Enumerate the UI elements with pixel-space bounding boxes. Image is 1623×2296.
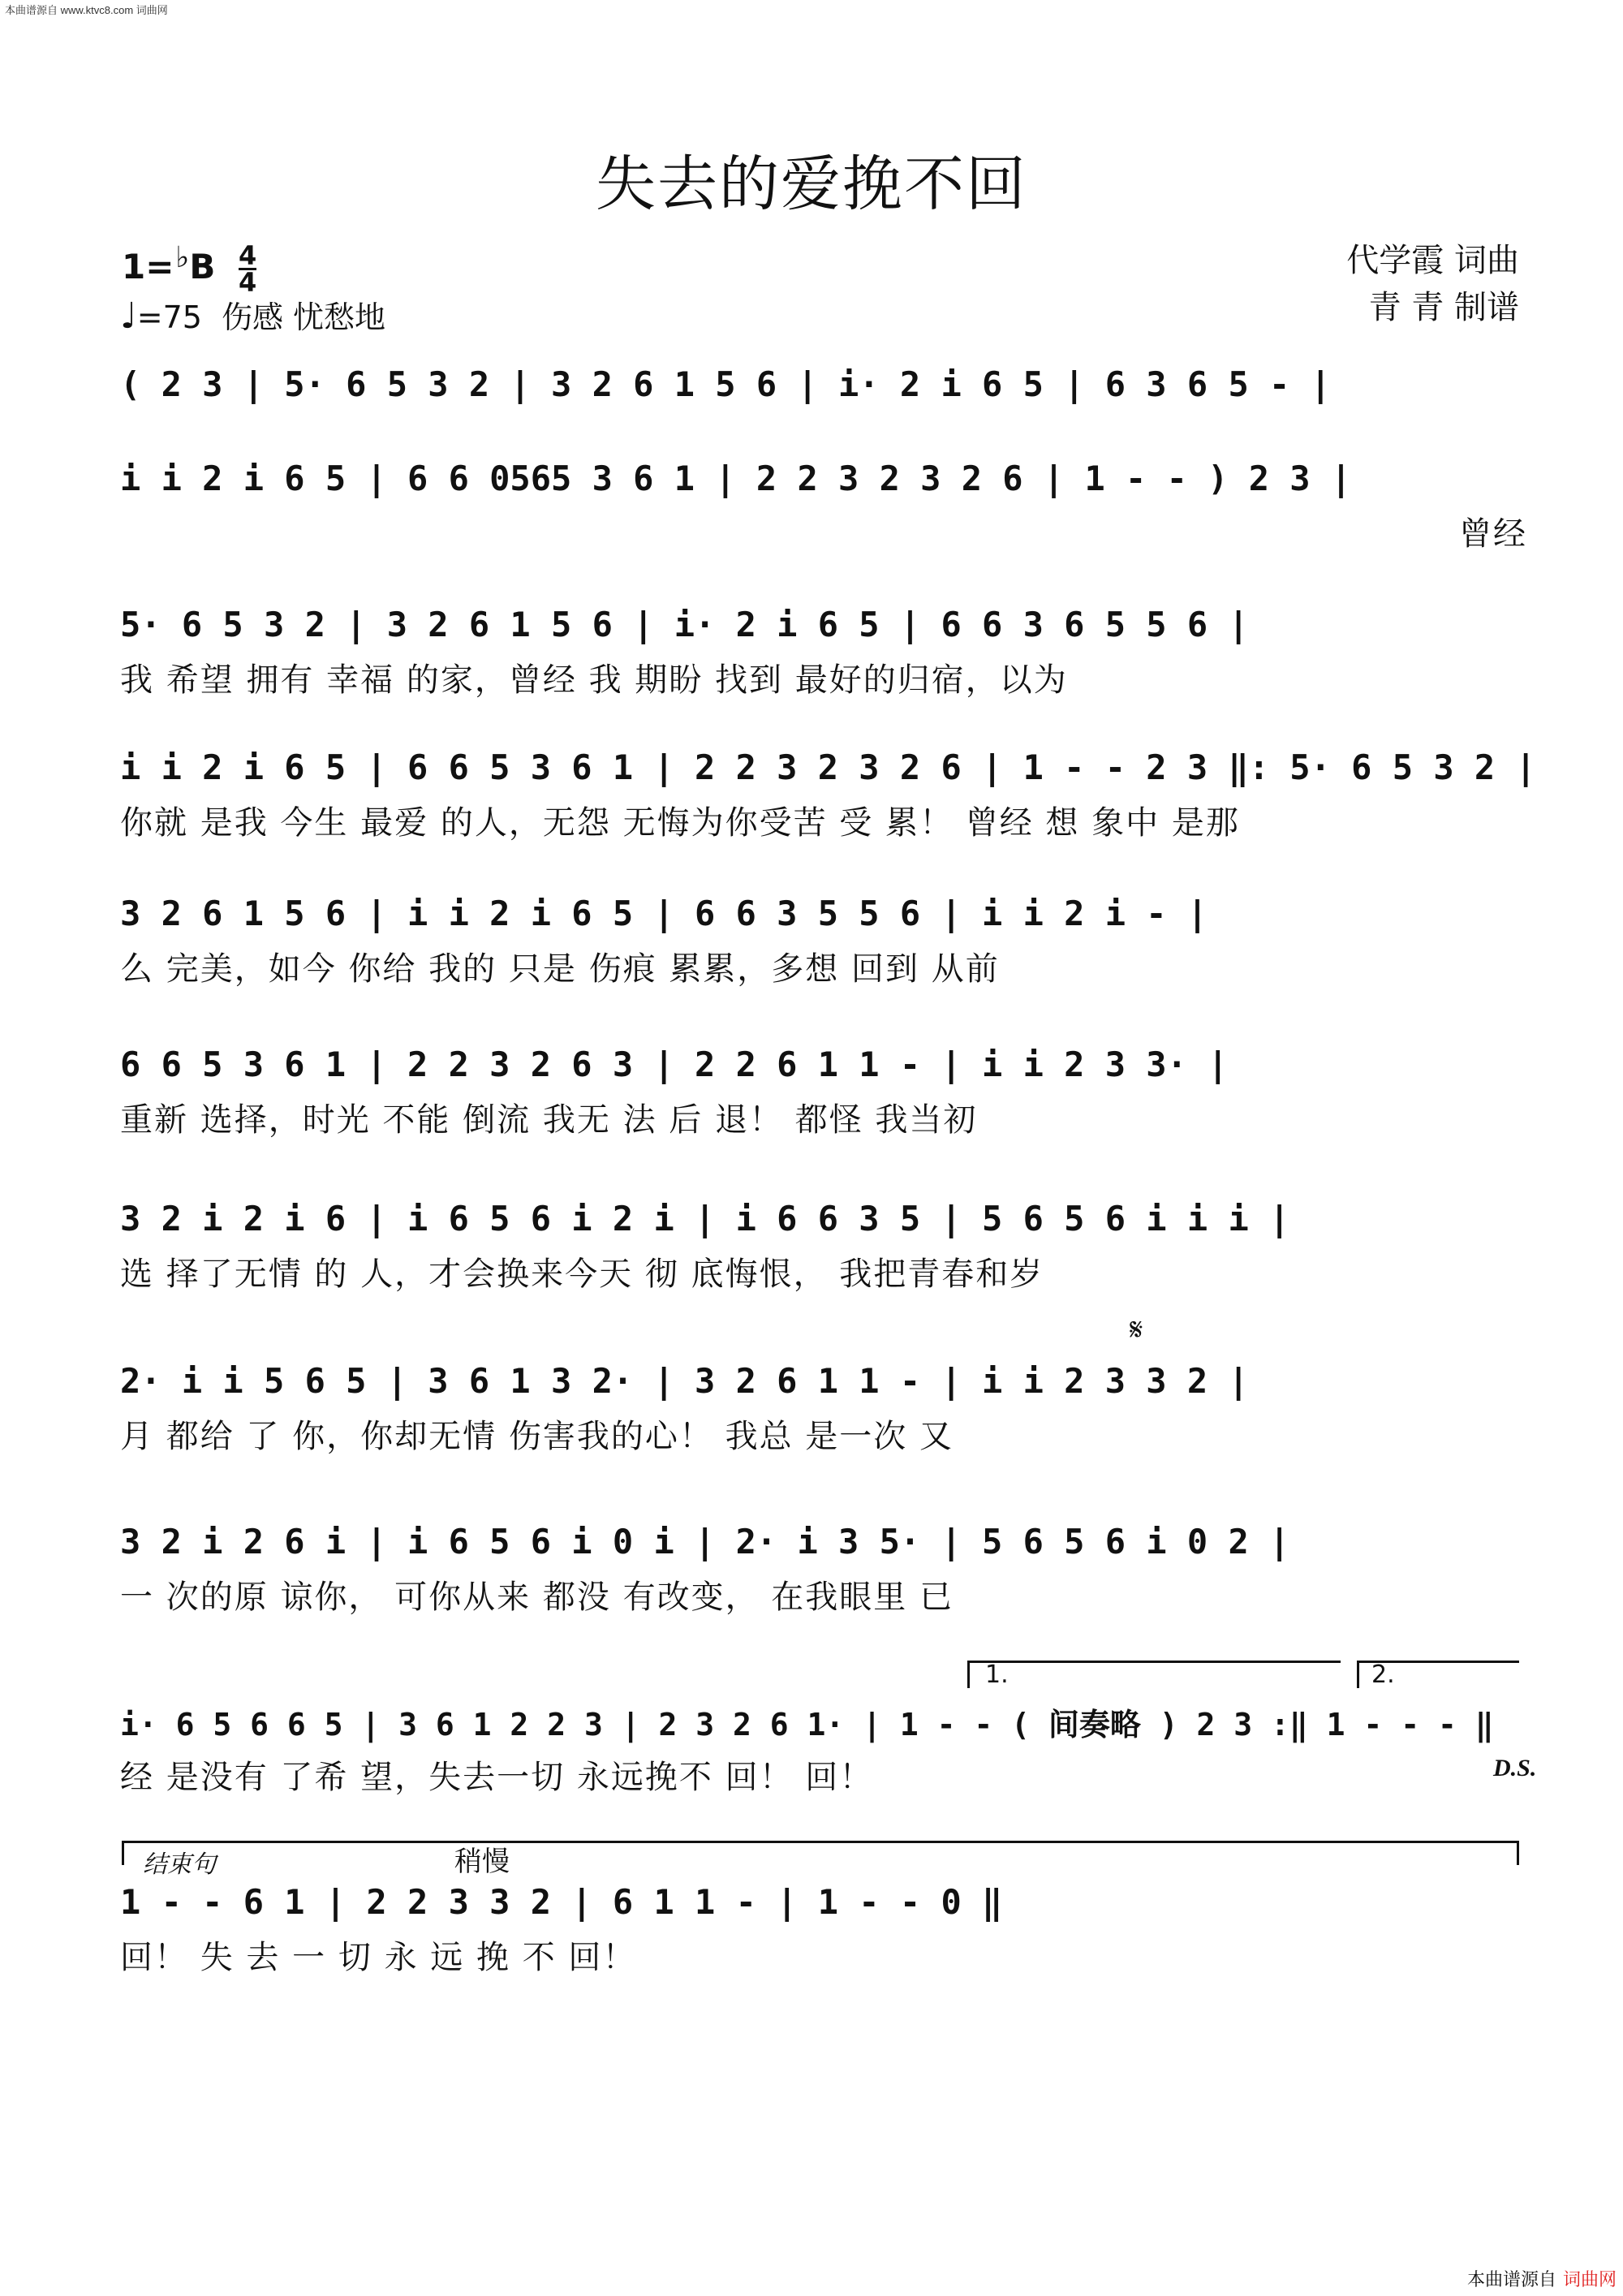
ds-marking: D.S.	[1493, 1755, 1537, 1781]
lyrics-line: 我 希望 拥有 幸福 的家，曾经 我 期盼 找到 最好的归宿，以为	[120, 661, 1068, 699]
key-signature	[122, 240, 257, 298]
segno-sign: 𝄋	[1130, 1312, 1143, 1347]
bottom-watermark	[1467, 2266, 1617, 2291]
key-tonic: 1=	[122, 247, 174, 286]
time-signature	[239, 240, 257, 298]
lyrics-line: 月 都给 了 你，你却无情 伤害我的心！ 我总 是一次 又	[120, 1417, 954, 1455]
notation-line: i i 2 i 6 5 | 6 6 0565 3 6 1 | 2 2 3 2 3 2 6 | 1 - - ) 2 3 |	[120, 458, 1352, 498]
volta-1-bracket-left	[967, 1661, 970, 1688]
tempo-slower-label: 稍慢	[454, 1846, 510, 1878]
notation-line: i i 2 i 6 5 | 6 6 5 3 6 1 | 2 2 3 2 3 2 6 | 1 - - 2 3 ‖: 5· 6 5 3 2 |	[120, 747, 1536, 787]
ending-bracket-left	[122, 1841, 124, 1865]
notation-line: 2· i i 5 6 5 | 3 6 1 3 2· | 3 2 6 1 1 - | i i 2 3 3 2 |	[120, 1360, 1249, 1401]
time-bottom: 4	[239, 267, 257, 298]
volta-2-label: 2.	[1371, 1661, 1395, 1689]
credits	[1346, 237, 1519, 331]
notation-line: 5· 6 5 3 2 | 3 2 6 1 5 6 | i· 2 i 6 5 | 6 6 3 6 5 5 6 |	[120, 604, 1249, 644]
watermark-site: 词曲网	[1562, 2270, 1617, 2290]
volta-1-bracket	[967, 1661, 1341, 1663]
lyrics-line: 么 完美，如今 你给 我的 只是 伤痕 累累，多想 回到 从前	[120, 950, 1000, 988]
key-note: B	[189, 247, 216, 286]
tempo-marking	[120, 292, 385, 337]
watermark-source: 本曲谱源自	[1466, 2270, 1556, 2290]
volta-1-label: 1.	[985, 1661, 1009, 1689]
notation-line: 3 2 6 1 5 6 | i i 2 i 6 5 | 6 6 3 5 5 6 | i i 2 i - |	[120, 893, 1208, 933]
lyrics-line: 选 择了无情 的 人，才会换来今天 彻 底悔恨， 我把青春和岁	[120, 1255, 1044, 1293]
lyrics-line: 曾经	[1459, 515, 1527, 553]
tempo-expression: 伤感 忧愁地	[221, 299, 386, 335]
lyrics-line: 回！ 失 去 一 切 永 远 挽 不 回！	[120, 1938, 637, 1976]
song-title: 失去的爱挽不回	[596, 149, 1027, 219]
notation-line: 6 6 5 3 6 1 | 2 2 3 2 6 3 | 2 2 6 1 1 - | i i 2 3 3· |	[120, 1044, 1229, 1084]
ending-bracket-right	[1517, 1841, 1519, 1865]
lyrics-line: 一 次的原 谅你， 可你从来 都没 有改变， 在我眼里 已	[120, 1578, 954, 1616]
ending-label: 结束句	[143, 1850, 216, 1879]
notation-line: i· 6 5 6 6 5 | 3 6 1 2 2 3 | 2 3 2 6 1· | 1 - - ( 间奏略 ) 2 3 :‖ 1 - - - ‖	[120, 1706, 1494, 1742]
notation-line: 3 2 i 2 i 6 | i 6 5 6 i 2 i | i 6 6 3 5 | 5 6 5 6 i i i |	[120, 1198, 1290, 1238]
flat-sign: ♭	[175, 241, 190, 274]
lyrics-line: 你就 是我 今生 最爱 的人，无怨 无悔为你受苦 受 累！ 曾经 想 象中 是那	[120, 803, 1240, 842]
tempo-value: =75	[136, 299, 202, 335]
time-top: 4	[239, 240, 257, 271]
quarter-note-icon: ♩	[120, 295, 137, 337]
lyrics-line: 经 是没有 了希 望，失去一切 永远挽不 回！ 回！	[120, 1758, 874, 1796]
lyrics-line: 重新 选择，时光 不能 倒流 我无 法 后 退！ 都怪 我当初	[120, 1101, 978, 1139]
notation-line: ( 2 3 | 5· 6 5 3 2 | 3 2 6 1 5 6 | i· 2 i 6 5 | 6 3 6 5 - |	[120, 364, 1331, 404]
credit-arranger: 青 青 制谱	[1368, 289, 1519, 326]
credit-composer: 代学霞 词曲	[1346, 242, 1519, 279]
notation-line: 1 - - 6 1 | 2 2 3 3 2 | 6 1 1 - | 1 - - 0 ‖	[120, 1881, 1003, 1922]
volta-2-bracket-left	[1357, 1661, 1359, 1688]
top-watermark: 本曲谱源自 www.ktvc8.com 词曲网	[5, 4, 168, 16]
notation-line: 3 2 i 2 6 i | i 6 5 6 i 0 i | 2· i 3 5· | 5 6 5 6 i 0 2 |	[120, 1521, 1290, 1562]
ending-bracket	[122, 1841, 1519, 1843]
